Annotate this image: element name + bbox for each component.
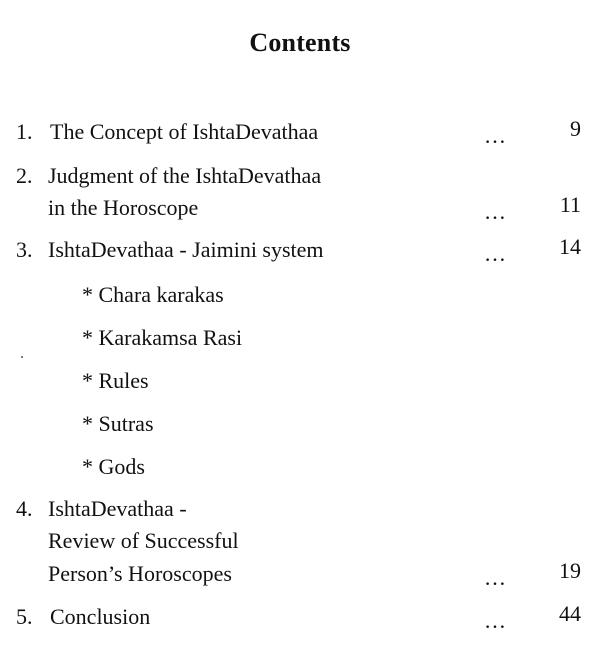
entry-title-line: The Concept of IshtaDevathaa — [50, 119, 319, 144]
page-title: Contents — [249, 28, 351, 57]
entry-number: 1. — [16, 119, 33, 144]
entry-number: 4. — [16, 496, 33, 521]
entry-title-line: Conclusion — [50, 604, 151, 629]
subitem-chara-karakas: * Chara karakas — [82, 282, 224, 307]
leader-dots: … — [484, 608, 507, 633]
entry-title-line: Judgment of the IshtaDevathaa — [48, 163, 322, 188]
entry-page-number: 14 — [559, 234, 581, 259]
leader-dots: … — [484, 565, 507, 590]
entry-page-number: 9 — [570, 116, 581, 141]
entry-page-number: 19 — [559, 558, 581, 583]
leader-dots: … — [484, 123, 507, 148]
entry-page-number: 44 — [559, 601, 581, 626]
leader-dots: … — [484, 199, 507, 224]
entry-title-line: Review of Successful — [48, 528, 239, 553]
entry-title-line: IshtaDevathaa - Jaimini system — [48, 237, 324, 262]
entry-title-line: Person’s Horoscopes — [48, 561, 232, 586]
subitem-karakamsa-rasi: * Karakamsa Rasi — [82, 325, 243, 350]
entry-number: 5. — [16, 604, 33, 629]
entry-title-line: IshtaDevathaa - — [48, 496, 187, 521]
subitem-sutras: * Sutras — [82, 411, 154, 436]
entry-number: 2. — [16, 163, 33, 188]
entry-title-line: in the Horoscope — [48, 195, 199, 220]
scan-speck — [21, 356, 23, 358]
subitem-gods: * Gods — [82, 454, 145, 479]
entry-number: 3. — [16, 237, 33, 262]
leader-dots: … — [484, 241, 507, 266]
entry-page-number: 11 — [559, 192, 581, 217]
subitem-rules: * Rules — [82, 368, 149, 393]
